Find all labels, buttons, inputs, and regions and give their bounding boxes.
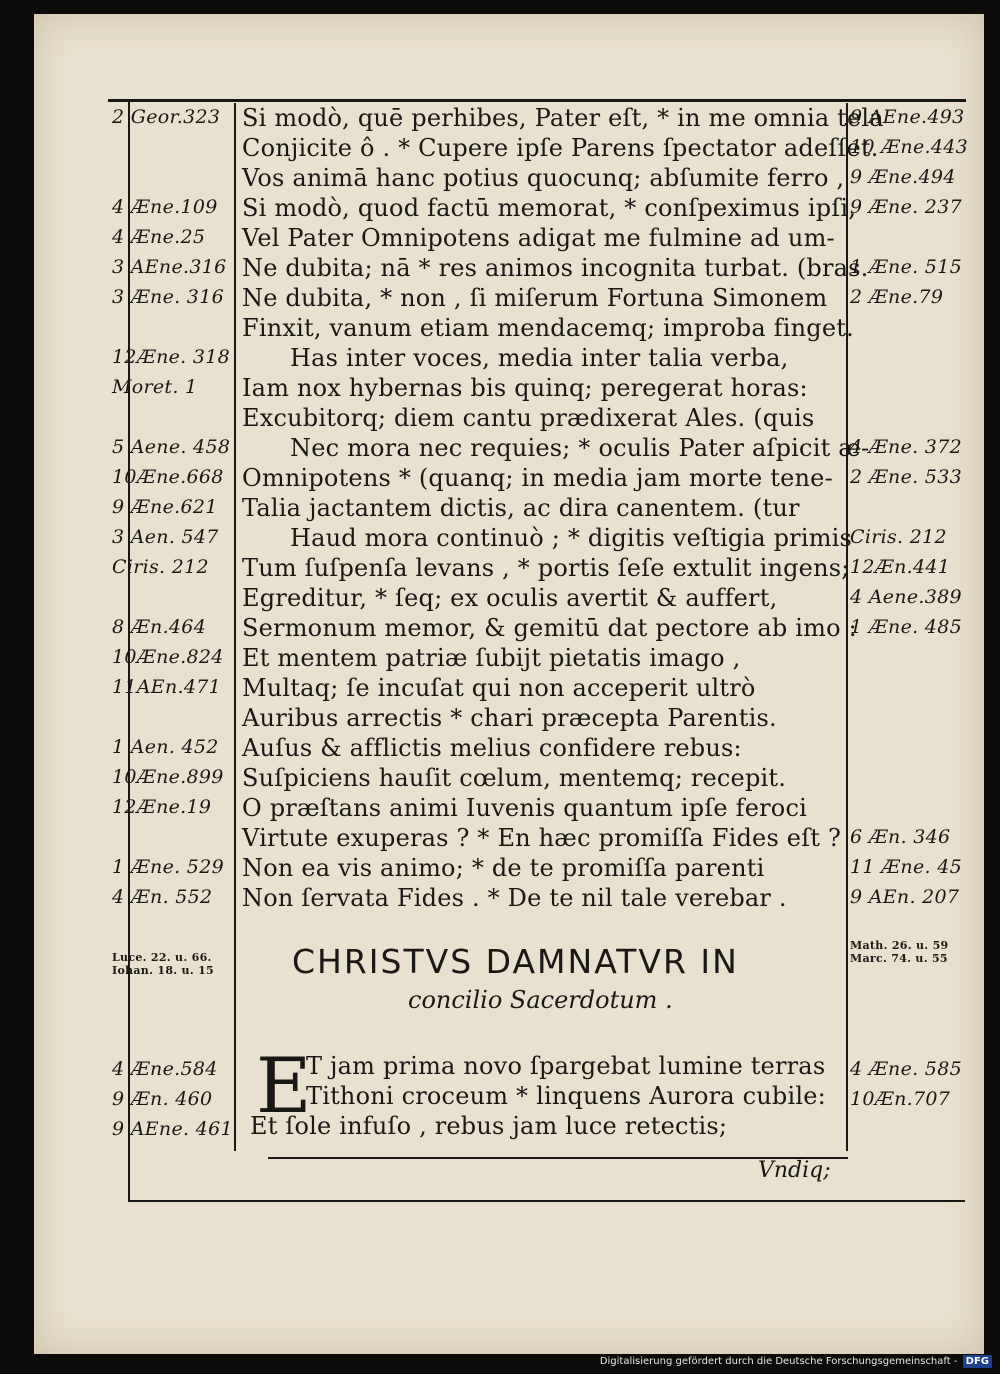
verse-line: Tithoni croceum * linquens Aurora cubile:: [306, 1082, 826, 1110]
margin-reference: 11AEn.471: [112, 676, 222, 698]
margin-reference: 10Æne.824: [112, 646, 224, 668]
verse-line: Non ſervata Fides . * De te nil tale verebar .: [242, 884, 787, 912]
margin-reference: 10Æn.707: [850, 1088, 951, 1110]
margin-reference: 1 Æne. 485: [850, 616, 962, 638]
verse-line: Auſus & afflictis melius confidere rebus:: [242, 734, 742, 762]
margin-reference: 9 AEne.493: [850, 106, 965, 128]
margin-reference: Marc. 74. u. 55: [850, 952, 948, 965]
verse-line: Tum ſuſpenſa levans , * portis ſeſe extulit ingens;: [242, 554, 850, 582]
margin-reference: 8 Æn.464: [112, 616, 207, 638]
verse-line: Auribus arrectis * chari præcepta Parentis.: [242, 704, 777, 732]
margin-reference: 5 Aene. 458: [112, 436, 231, 458]
drop-cap-initial: E: [256, 1041, 312, 1130]
verse-line: Egreditur, * ſeq; ex oculis avertit & auffert,: [242, 584, 778, 612]
margin-reference: 2 Æne. 533: [850, 466, 962, 488]
margin-reference: 9 AEne. 461: [112, 1118, 233, 1140]
verse-line: Conjicite ô . * Cupere ipſe Parens ſpectator adeſſet.: [242, 134, 879, 162]
margin-reference: 10Æne.899: [112, 766, 224, 788]
verse-line: T jam prima novo ſpargebat lumine terras: [306, 1052, 826, 1080]
verse-line: Et ſole infuſo , rebus jam luce retectis;: [250, 1112, 728, 1140]
margin-reference: 4 Æne.25: [112, 226, 206, 248]
margin-reference: 1 Aen. 452: [112, 736, 219, 758]
margin-reference: Luce. 22. u. 66.: [112, 951, 212, 964]
margin-reference: 9 Æn. 460: [112, 1088, 213, 1110]
margin-reference: Ciris. 212: [112, 556, 209, 578]
section-heading: CHRISTVS DAMNATVR IN: [292, 942, 739, 981]
margin-reference: Ciris. 212: [850, 526, 947, 548]
verse-line: Ne dubita, * non , ſi miſerum Fortuna Simonem: [242, 284, 828, 312]
verse-line: Has inter voces, media inter talia verba,: [290, 344, 789, 372]
verse-line: Ne dubita; nā * res animos incognita turbat. (bras.: [242, 254, 869, 282]
margin-reference: 9 Æne.621: [112, 496, 218, 518]
margin-reference: 9 Æne.494: [850, 166, 956, 188]
verse-line: Finxit, vanum etiam mendacemq; improba finget.: [242, 314, 854, 342]
footer-text: Digitalisierung gefördert durch die Deutsche Forschungsgemeinschaft -: [599, 1356, 958, 1367]
verse-line: Si modò, quod factū memorat, * conſpeximus ipſi,: [242, 194, 857, 222]
margin-reference: 10 Æne.443: [850, 136, 969, 158]
verse-line: Suſpiciens hauſit cœlum, mentemq; recepit.: [242, 764, 787, 792]
margin-reference: 2 Æne.79: [850, 286, 944, 308]
verse-line: Si modò, quē perhibes, Pater eſt, * in me omnia tela: [242, 104, 884, 132]
verse-line: O præſtans animi Iuvenis quantum ipſe feroci: [242, 794, 807, 822]
margin-reference: 2 Geor.323: [112, 106, 221, 128]
margin-reference: 3 Æne. 316: [112, 286, 224, 308]
verse-line: Vos animā hanc potius quocunq; abſumite ferro ,: [242, 164, 845, 192]
margin-reference: 12Æne.19: [112, 796, 212, 818]
verse-line: Non ea vis animo; * de te promiſſa parenti: [242, 854, 765, 882]
verse-line: Excubitorq; diem cantu prædixerat Ales. (quis: [242, 404, 815, 432]
digitization-footer: [600, 1355, 992, 1368]
margin-reference: 6 Æn. 346: [850, 826, 951, 848]
margin-reference: 11 Æne. 45: [850, 856, 962, 878]
margin-reference: 9 Æne. 237: [850, 196, 962, 218]
margin-reference: Math. 26. u. 59: [850, 939, 949, 952]
margin-reference: 4 Æne.584: [112, 1058, 218, 1080]
margin-reference: 1 Æne. 515: [850, 256, 962, 278]
margin-reference: 1 Æne. 529: [112, 856, 224, 878]
margin-reference: 4 Æne.109: [112, 196, 218, 218]
section-subheading: concilio Sacerdotum .: [408, 986, 673, 1014]
catchword: Vndiq;: [758, 1158, 831, 1183]
verse-line: Iam nox hybernas bis quinq; peregerat horas:: [242, 374, 808, 402]
verse-line: Omnipotens * (quanq; in media jam morte tene-: [242, 464, 833, 492]
verse-line: Virtute exuperas ? * En hæc promiſſa Fides eſt ?: [242, 824, 842, 852]
verse-line: Sermonum memor, & gemitū dat pectore ab imo :: [242, 614, 857, 642]
margin-reference: 12Æne. 318: [112, 346, 231, 368]
verse-line: Talia jactantem dictis, ac dira canentem. (tur: [242, 494, 800, 522]
margin-reference: Moret. 1: [112, 376, 198, 398]
margin-reference: Iohan. 18. u. 15: [112, 964, 214, 977]
margin-reference: 3 Aen. 547: [112, 526, 219, 548]
margin-reference: 4 Æne. 585: [850, 1058, 962, 1080]
margin-reference: 10Æne.668: [112, 466, 224, 488]
verse-line: Multaq; ſe incuſat qui non acceperit ultrò: [242, 674, 756, 702]
dfg-logo: DFG: [963, 1355, 992, 1368]
verse-line: Et mentem patriæ ſubijt pietatis imago ,: [242, 644, 741, 672]
margin-reference: 3 AEne.316: [112, 256, 227, 278]
verse-line: Nec mora nec requies; * oculis Pater aſpicit æ-: [290, 434, 870, 462]
margin-reference: 4 Aene.389: [850, 586, 962, 608]
verse-line: Haud mora continuò ; * digitis veſtigia primis: [290, 524, 853, 552]
margin-reference: 4 Æne. 372: [850, 436, 962, 458]
margin-reference: 12Æn.441: [850, 556, 951, 578]
margin-reference: 4 Æn. 552: [112, 886, 213, 908]
margin-reference: 9 AEn. 207: [850, 886, 960, 908]
left-margin-rule: [234, 103, 236, 1151]
verse-line: Vel Pater Omnipotens adigat me fulmine ad um-: [242, 224, 835, 252]
